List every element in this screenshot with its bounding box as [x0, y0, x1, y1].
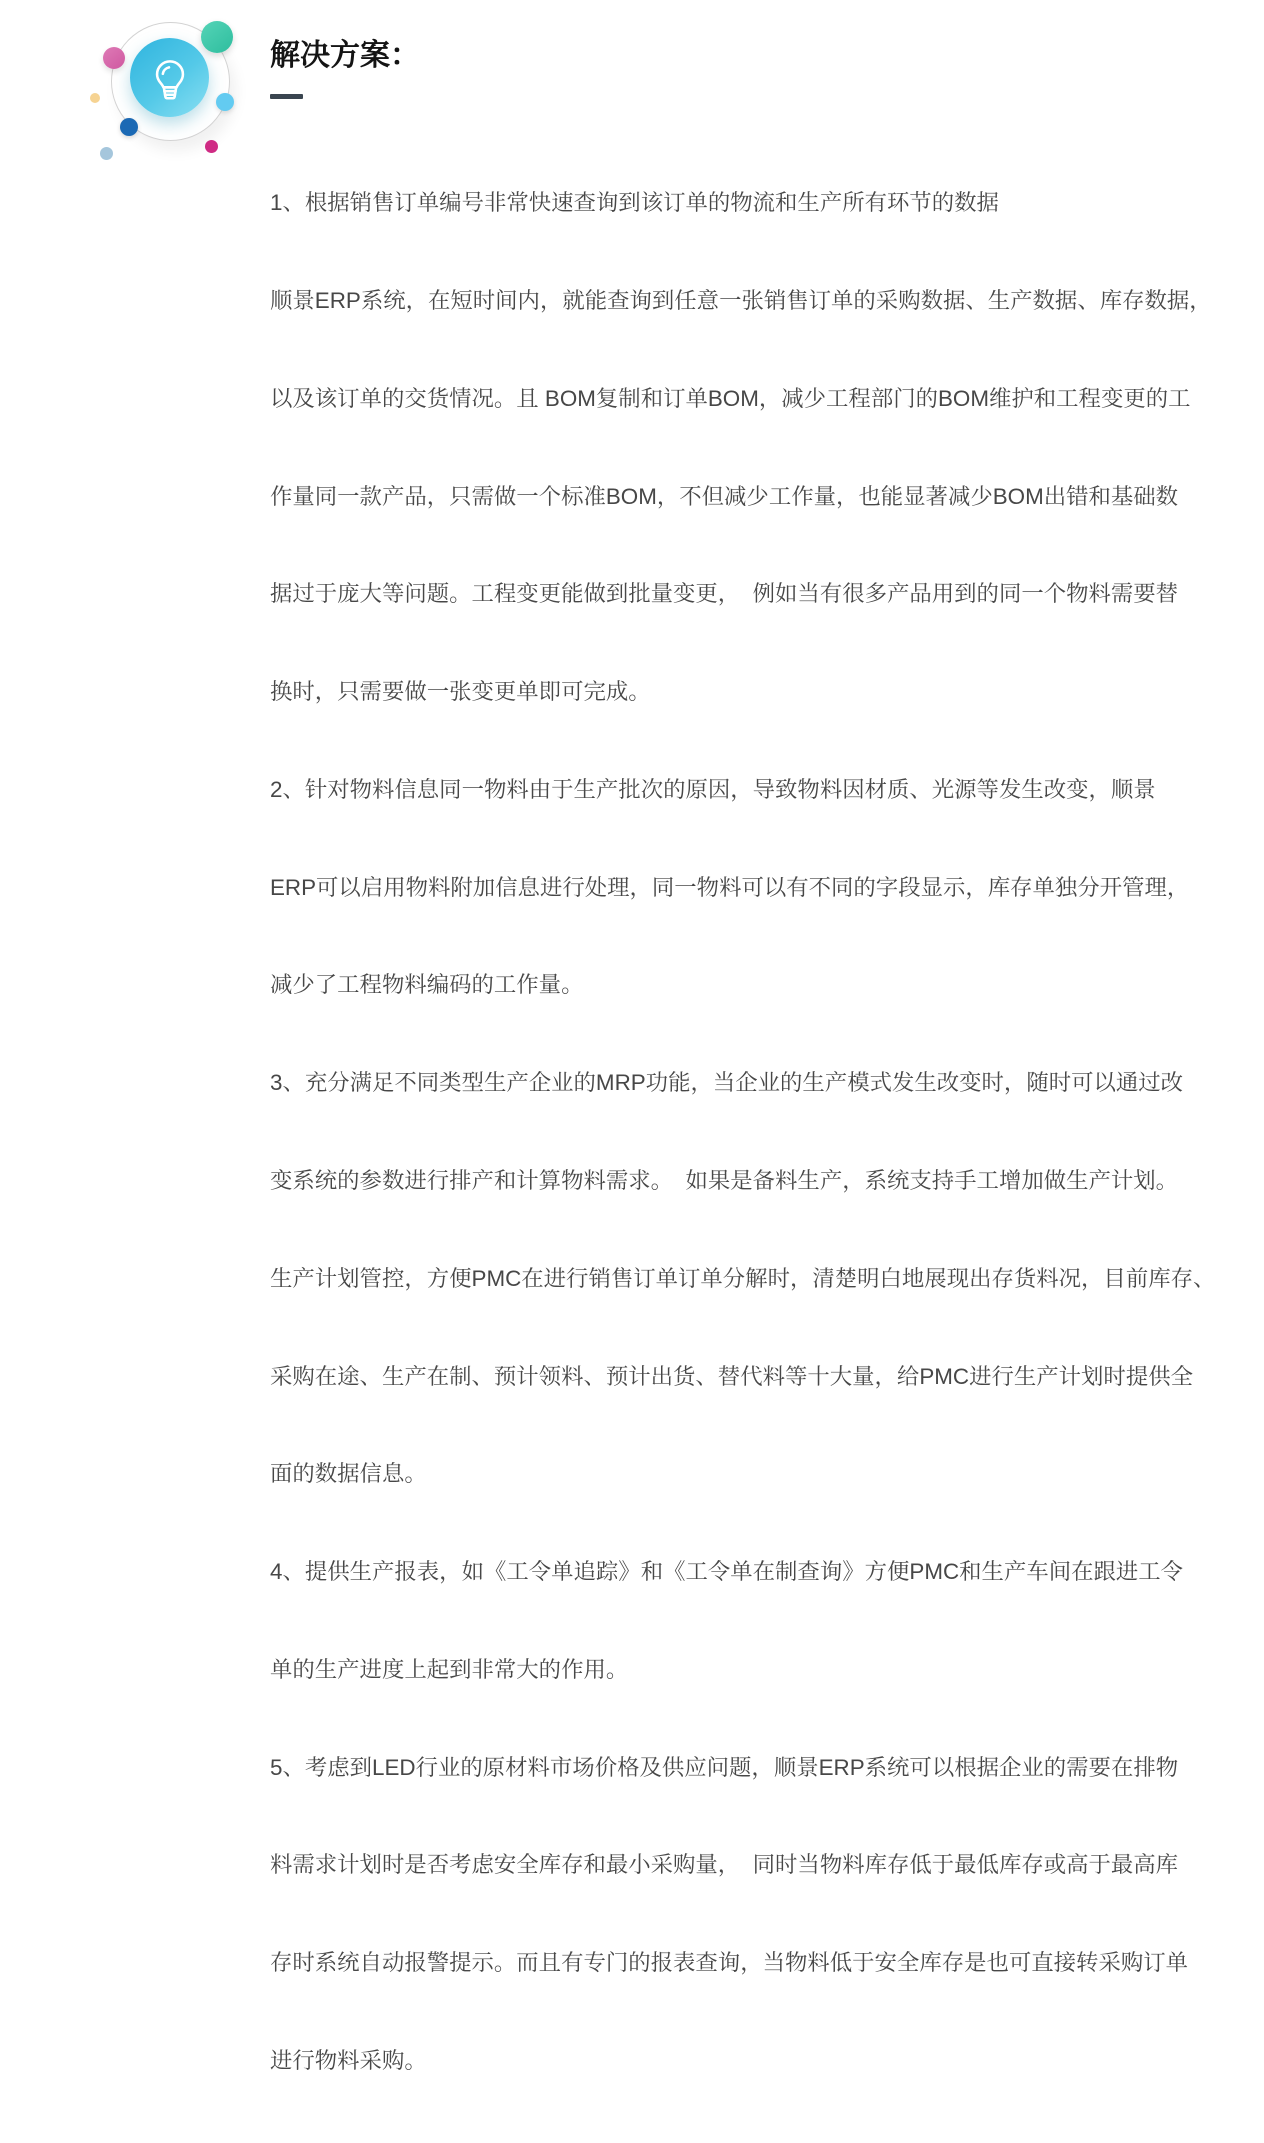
text-line: 3、充分满足不同类型生产企业的MRP功能，当企业的生产模式发生改变时，随时可以通过改: [270, 1070, 1184, 1096]
decorative-dot-steelblue: [100, 147, 113, 160]
text-line: 1、根据销售订单编号非常快速查询到该订单的物流和生产所有环节的数据: [270, 190, 999, 216]
solution-icon-cluster: [0, 0, 260, 190]
text-line: 单的生产进度上起到非常大的作用。: [270, 1656, 629, 1682]
text-line: 据过于庞大等问题。工程变更能做到批量变更， 例如当有很多产品用到的同一个物料需要替: [270, 581, 1179, 607]
text-line: 2、针对物料信息同一物料由于生产批次的原因，导致物料因材质、光源等发生改变，顺景: [270, 776, 1156, 802]
text-line: 换时，只需要做一张变更单即可完成。: [270, 679, 651, 705]
text-line: ERP可以启用物料附加信息进行处理，同一物料可以有不同的字段显示，库存单独分开管理，: [270, 874, 1190, 900]
body-text: [270, 122, 1250, 2143]
decorative-dot-skyblue: [216, 93, 234, 111]
title-underline: [270, 94, 303, 99]
text-line: 4、提供生产报表，如《工令单追踪》和《工令单在制查询》方便PMC和生产车间在跟进工令: [270, 1559, 1184, 1585]
decorative-dot-darkblue: [120, 118, 138, 136]
decorative-dot-teal: [201, 21, 233, 53]
text-line: 面的数据信息。: [270, 1461, 427, 1487]
text-line: 变系统的参数进行排产和计算物料需求。 如果是备料生产，系统支持手工增加做生产计划。: [270, 1168, 1179, 1193]
text-line: 生产计划管控，方便PMC在进行销售订单订单分解时，清楚明白地展现出存货料况，目前库存、: [270, 1265, 1216, 1291]
text-line: 减少了工程物料编码的工作量。: [270, 972, 584, 998]
text-line: 以及该订单的交货情况。且 BOM复制和订单BOM，减少工程部门的BOM维护和工程变更的工: [270, 385, 1191, 411]
lightbulb-badge: [130, 38, 209, 117]
text-line: 顺景ERP系统，在短时间内，就能查询到任意一张销售订单的采购数据、生产数据、库存数据，: [270, 287, 1212, 313]
text-line: 5、考虑到LED行业的原材料市场价格及供应问题，顺景ERP系统可以根据企业的需要在排物: [270, 1754, 1179, 1780]
decorative-dot-yellow: [90, 93, 100, 103]
page-title: 解决方案：: [270, 39, 420, 72]
text-line: 进行物料采购。: [270, 2048, 427, 2074]
text-line: 作量同一款产品，只需做一个标准BOM，不但减少工作量，也能显著减少BOM出错和基础数: [270, 483, 1179, 509]
lightbulb-icon: [148, 55, 192, 103]
text-line: 料需求计划时是否考虑安全库存和最小采购量， 同时当物料库存低于最低库存或高于最高库: [270, 1852, 1179, 1878]
decorative-dot-magenta: [205, 140, 218, 153]
text-line: 采购在途、生产在制、预计领料、预计出货、替代料等十大量，给PMC进行生产计划时提供全: [270, 1363, 1193, 1389]
decorative-dot-pink: [103, 47, 125, 69]
text-line: 存时系统自动报警提示。而且有专门的报表查询，当物料低于安全库存是也可直接转采购订单: [270, 1950, 1189, 1976]
